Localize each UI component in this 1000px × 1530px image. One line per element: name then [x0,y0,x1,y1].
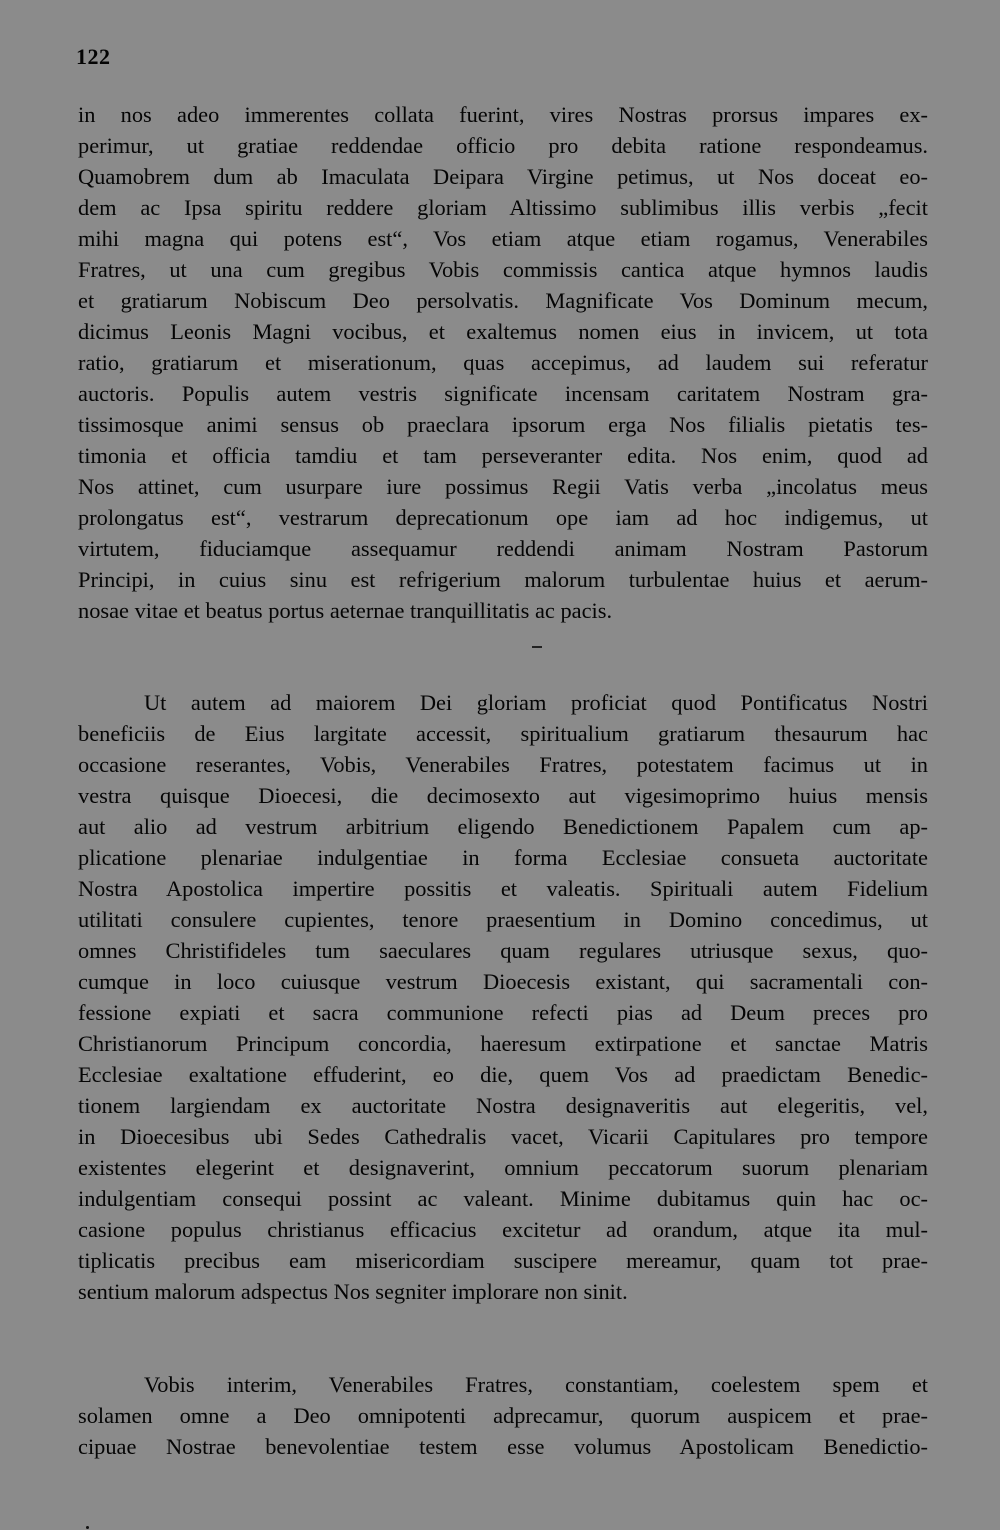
text-line: indulgentiam consequi possint ac valeant. Minime dubitamus quin hac oc- [78,1186,928,1211]
text-line: solamen omne a Deo omnipotenti adprecamur, quorum auspicem et prae- [78,1403,928,1428]
text-line: Fratres, ut una cum gregibus Vobis commissis cantica atque hymnos laudis [78,257,928,282]
scan-speck [86,1526,89,1529]
paragraph-3 [78,1369,928,1462]
text-line: et gratiarum Nobiscum Deo persolvatis. Magnificate Vos Dominum mecum, [78,288,928,313]
text-line: auctoris. Populis autem vestris significate incensam caritatem Nostram gra- [78,381,928,406]
text-line: Nos attinet, cum usurpare iure possimus Regii Vatis verba „incolatus meus [78,474,928,499]
text-line: omnes Christifideles tum saeculares quam regulares utriusque sexus, quo- [78,938,928,963]
text-line: Ecclesiae exaltatione effuderint, eo die, quem Vos ad praedictam Benedic- [78,1062,928,1087]
text-line: dem ac Ipsa spiritu reddere gloriam Altissimo sublimibus illis verbis „fecit [78,195,928,220]
text-line: utilitati consulere cupientes, tenore praesentium in Domino concedimus, ut [78,907,928,932]
text-line: existentes elegerint et designaverint, omnium peccatorum suorum plenariam [78,1155,928,1180]
text-line: virtutem, fiduciamque assequamur reddendi animam Nostram Pastorum [78,536,928,561]
text-line: Christianorum Principum concordia, haeresum extirpatione et sanctae Matris [78,1031,928,1056]
text-line: plicatione plenariae indulgentiae in forma Ecclesiae consueta auctoritate [78,845,928,870]
text-line: Nostra Apostolica impertire possitis et valeatis. Spirituali autem Fidelium [78,876,928,901]
text-line: cumque in loco cuiusque vestrum Dioecesis existant, qui sacramentali con- [78,969,928,994]
text-line: tissimosque animi sensus ob praeclara ipsorum erga Nos filialis pietatis tes- [78,412,928,437]
text-line: tionem largiendam ex auctoritate Nostra designaveritis aut elegeritis, vel, [78,1093,928,1118]
text-line: vestra quisque Dioecesi, die decimosexto aut vigesimoprimo huius mensis [78,783,928,808]
text-line: Principi, in cuius sinu est refrigerium malorum turbulentae huius et aerum- [78,567,928,592]
text-line: nosae vitae et beatus portus aeternae tranquillitatis ac pacis. [78,598,613,623]
text-line: prolongatus est“, vestrarum deprecationum ope iam ad hoc indigemus, ut [78,505,928,530]
text-line: perimur, ut gratiae reddendae officio pro debita ratione respondeamus. [78,133,928,158]
text-line: occasione reserantes, Vobis, Venerabiles Fratres, potestatem facimus ut in [78,752,928,777]
paragraph-2 [78,687,928,1307]
text-line: Quamobrem dum ab Imaculata Deipara Virgine petimus, ut Nos doceat eo- [78,164,928,189]
text-line: aut alio ad vestrum arbitrium eligendo Benedictionem Papalem cum ap- [78,814,928,839]
text-line: sentium malorum adspectus Nos segniter implorare non sinit. [78,1279,628,1304]
text-line: beneficiis de Eius largitate accessit, spiritualium gratiarum thesaurum hac [78,721,928,746]
text-line: ratio, gratiarum et miserationum, quas accepimus, ad laudem sui referatur [78,350,928,375]
text-line: fessione expiati et sacra communione refecti pias ad Deum preces pro [78,1000,928,1025]
text-line: mihi magna qui potens est“, Vos etiam atque etiam rogamus, Venerabiles [78,226,928,251]
paragraph-1 [78,99,928,626]
section-divider [532,646,542,648]
text-line: cipuae Nostrae benevolentiae testem esse volumus Apostolicam Benedictio- [78,1434,928,1459]
text-line: dicimus Leonis Magni vocibus, et exaltemus nomen eius in invicem, ut tota [78,319,928,344]
page-number: 122 [76,44,111,69]
text-line: Vobis interim, Venerabiles Fratres, constantiam, coelestem spem et [144,1372,928,1397]
text-line: tiplicatis precibus eam misericordiam suscipere mereamur, quam tot prae- [78,1248,928,1273]
text-line: timonia et officia tamdiu et tam perseveranter edita. Nos enim, quod ad [78,443,928,468]
text-line: casione populus christianus efficacius excitetur ad orandum, atque ita mul- [78,1217,928,1242]
text-line: Ut autem ad maiorem Dei gloriam proficiat quod Pontificatus Nostri [144,690,928,715]
text-line: in nos adeo immerentes collata fuerint, vires Nostras prorsus impares ex- [78,102,928,127]
text-line: in Dioecesibus ubi Sedes Cathedralis vacet, Vicarii Capitulares pro tempore [78,1124,928,1149]
